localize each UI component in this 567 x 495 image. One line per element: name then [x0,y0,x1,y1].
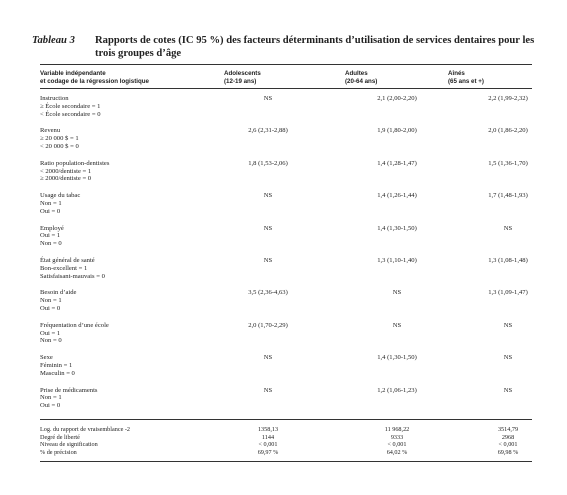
row-label: Besoin d’aide [40,289,77,297]
stat-label: % de précision [40,448,77,456]
row-label: Employé [40,224,64,232]
stat-value: 64,02 % [386,448,408,456]
top-rule [40,64,532,65]
cell-adolescents: 2,6 (2,31-2,88) [248,127,288,135]
row-variable [40,354,210,377]
table-caption: Rapports de cotes (IC 95 %) des facteurs déterminants d’utilisation de services dentaires pour les trois groupes d’âge [95,35,535,59]
cell-aines: NS [503,386,513,394]
cell-aines: 1,3 (1,09-1,47) [488,289,528,297]
cell-adolescents: 1,8 (1,53-2,06) [248,159,288,167]
row-code: Oui = 0 [40,304,61,312]
row-code: Oui = 0 [40,402,61,410]
row-variable [40,257,210,280]
stat-label: Niveau de signification [40,441,98,449]
stats-labels [40,426,200,456]
cell-adultes: 1,2 (1,06-1,23) [377,386,417,394]
row-label: Prise de médicaments [40,386,98,394]
cell-adultes: 2,1 (2,00-2,20) [377,95,417,102]
cell-aines: NS [503,224,513,232]
stats-rule [40,419,532,420]
cell-adultes: 1,4 (1,26-1,44) [377,192,417,200]
row-label: Instruction [40,95,69,102]
row-variable [40,289,210,312]
row-code: ≥ 20 000 $ = 1 [40,135,79,143]
cell-adultes: NS [392,289,402,297]
cell-adultes: 1,4 (1,30-1,50) [377,224,417,232]
stat-value: 1144 [261,433,275,441]
cell-aines: 2,2 (1,99-2,32) [488,95,528,102]
row-code: Oui = 1 [40,329,61,337]
row-variable [40,322,210,345]
header-variable: Variable indépendante et codage de la régression logistique [40,70,149,85]
stat-value: < 0,001 [498,441,518,449]
stats-aines [453,426,563,456]
row-variable [40,225,210,248]
stat-value: < 0,001 [387,441,407,449]
cell-adolescents: NS [263,95,273,102]
cell-adultes: 1,4 (1,30-1,50) [377,354,417,362]
stat-value: 69,97 % [257,448,279,456]
stat-value: < 0,001 [258,441,278,449]
row-code: Non = 1 [40,394,62,402]
stat-value: 9333 [390,433,404,441]
row-label: Ratio population-dentistes [40,159,110,167]
stat-value: 1358,13 [257,426,279,433]
cell-adolescents: NS [263,386,273,394]
cell-aines: NS [503,354,513,362]
header-rule [40,88,532,89]
row-code: Non = 1 [40,297,62,305]
row-code: < 2000/dentiste = 1 [40,167,92,175]
row-code: Féminin = 1 [40,361,73,369]
cell-aines: 1,5 (1,36-1,70) [488,159,528,167]
row-code: Non = 0 [40,240,62,248]
cell-adultes: 1,3 (1,10-1,40) [377,257,417,264]
row-code: ≥ École secondaire = 1 [40,102,101,110]
cell-adultes: NS [392,321,402,329]
stat-label: Degré de liberté [40,433,80,441]
cell-adolescents: 2,0 (1,70-2,29) [248,321,288,329]
cell-adultes: 1,4 (1,28-1,47) [377,159,417,167]
cell-adolescents: NS [263,354,273,362]
cell-aines: 1,3 (1,08-1,48) [488,257,528,264]
cell-adolescents: NS [263,257,273,264]
row-code: < École secondaire = 0 [40,110,101,118]
row-code: Non = 1 [40,199,62,207]
table-number: Tableau 3 [32,35,75,46]
cell-adolescents: 3,5 (2,36-4,63) [248,289,288,297]
cell-adolescents: NS [263,224,273,232]
row-variable [40,387,210,410]
stat-value: 69,98 % [497,448,519,456]
row-label: Fréquentation d’une école [40,321,109,329]
cell-adultes: 1,9 (1,80-2,00) [377,127,417,135]
cell-adolescents: NS [263,192,273,200]
stat-value: 2968 [501,433,515,441]
row-variable [40,95,210,118]
row-label: État général de santé [40,257,95,264]
row-code: Oui = 0 [40,207,61,215]
header-aines: Aînés (65 ans et +) [448,70,484,85]
stats-adolescents [213,426,323,456]
row-variable [40,160,210,183]
cell-aines: 2,0 (1,86-2,20) [488,127,528,135]
row-code: Masculin = 0 [40,369,75,377]
cell-aines: 1,7 (1,48-1,93) [488,192,528,200]
row-variable [40,127,210,150]
row-label: Sexe [40,354,53,362]
row-code: Oui = 1 [40,232,61,240]
row-code: < 20 000 $ = 0 [40,142,79,150]
header-adultes: Adultes (20-64 ans) [345,70,378,85]
row-code: Non = 0 [40,337,62,345]
stat-value: 3514,79 [497,426,519,433]
bottom-rule [40,461,532,462]
stat-value: 11 968,22 [384,426,410,433]
stats-adultes [342,426,452,456]
row-label: Usage du tabac [40,192,81,200]
row-variable [40,192,210,215]
stat-label: Log. du rapport de vraisemblance -2 [40,426,131,433]
row-code: ≥ 2000/dentiste = 0 [40,175,92,183]
row-label: Revenu [40,127,61,135]
row-code: Satisfaisant-mauvais = 0 [40,272,105,280]
header-adolescents: Adolescents (12-19 ans) [224,70,261,85]
cell-aines: NS [503,321,513,329]
row-code: Bon-excellent = 1 [40,264,88,272]
